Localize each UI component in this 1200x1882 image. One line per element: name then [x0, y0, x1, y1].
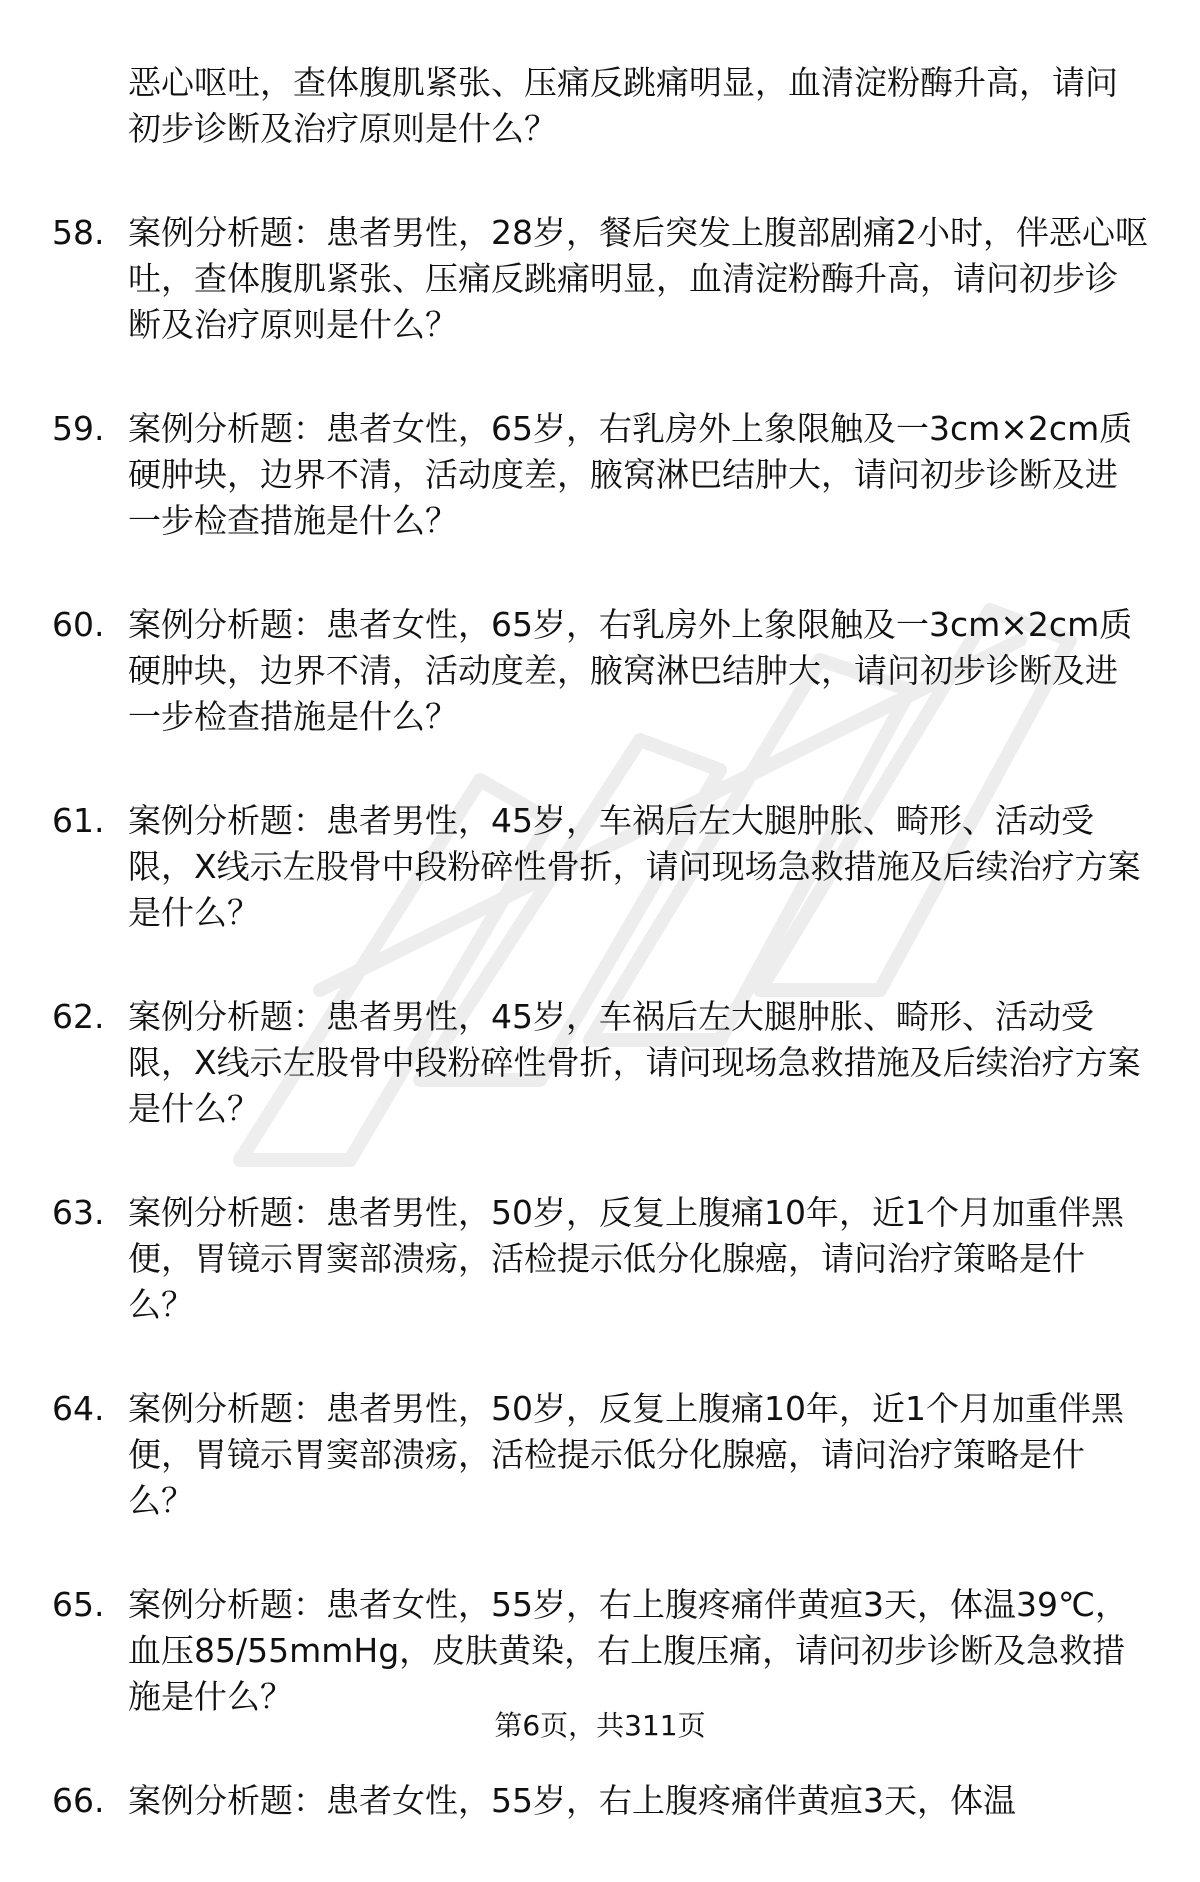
question-text: 案例分析题：患者女性，55岁，右上腹疼痛伴黄疸3天，体温39℃，血压85/55mmHg，皮肤黄染，右上腹压痛，请问初步诊断及急救措施是什么？	[128, 1585, 1129, 1716]
question-text: 案例分析题：患者男性，50岁，反复上腹痛10年，近1个月加重伴黑便，胃镜示胃窦部溃疡，活检提示低分化腺癌，请问治疗策略是什么？	[128, 1193, 1124, 1324]
question-item	[0, 994, 1200, 1132]
question-text: 案例分析题：患者女性，55岁，右上腹疼痛伴黄疸3天，体温	[128, 1781, 1016, 1820]
question-text: 案例分析题：患者女性，65岁，右乳房外上象限触及一3cm×2cm质硬肿块，边界不清，活动度差，腋窝淋巴结肿大，请问初步诊断及进一步检查措施是什么？	[128, 605, 1133, 736]
question-number: 65.	[52, 1585, 105, 1624]
question-item	[0, 1778, 1200, 1824]
question-number: 63.	[52, 1193, 105, 1232]
continued-question-text: 恶心呕吐，查体腹肌紧张、压痛反跳痛明显，血清淀粉酶升高，请问初步诊断及治疗原则是什么？	[128, 63, 1118, 148]
question-item	[0, 1582, 1200, 1720]
question-number: 61.	[52, 801, 105, 840]
page-number-footer: 第6页，共311页	[494, 1709, 706, 1742]
question-number: 60.	[52, 605, 105, 644]
question-item	[0, 210, 1200, 348]
question-item	[0, 1190, 1200, 1328]
question-number: 59.	[52, 409, 105, 448]
question-text: 案例分析题：患者女性，65岁，右乳房外上象限触及一3cm×2cm质硬肿块，边界不清，活动度差，腋窝淋巴结肿大，请问初步诊断及进一步检查措施是什么？	[128, 409, 1133, 540]
question-number: 64.	[52, 1389, 105, 1428]
question-item	[0, 406, 1200, 544]
question-item	[0, 1386, 1200, 1524]
question-list	[0, 60, 1200, 1882]
question-text: 案例分析题：患者男性，50岁，反复上腹痛10年，近1个月加重伴黑便，胃镜示胃窦部溃疡，活检提示低分化腺癌，请问治疗策略是什么？	[128, 1389, 1124, 1520]
question-number: 62.	[52, 997, 105, 1036]
question-number: 58.	[52, 213, 105, 252]
question-text: 案例分析题：患者男性，45岁，车祸后左大腿肿胀、畸形、活动受限，X线示左股骨中段粉碎性骨折，请问现场急救措施及后续治疗方案是什么？	[128, 801, 1141, 932]
question-text: 案例分析题：患者男性，45岁，车祸后左大腿肿胀、畸形、活动受限，X线示左股骨中段粉碎性骨折，请问现场急救措施及后续治疗方案是什么？	[128, 997, 1141, 1128]
question-item	[0, 798, 1200, 936]
question-number: 66.	[52, 1781, 105, 1820]
question-text: 案例分析题：患者男性，28岁，餐后突发上腹部剧痛2小时，伴恶心呕吐，查体腹肌紧张、压痛反跳痛明显，血清淀粉酶升高，请问初步诊断及治疗原则是什么？	[128, 213, 1148, 344]
question-item	[0, 602, 1200, 740]
